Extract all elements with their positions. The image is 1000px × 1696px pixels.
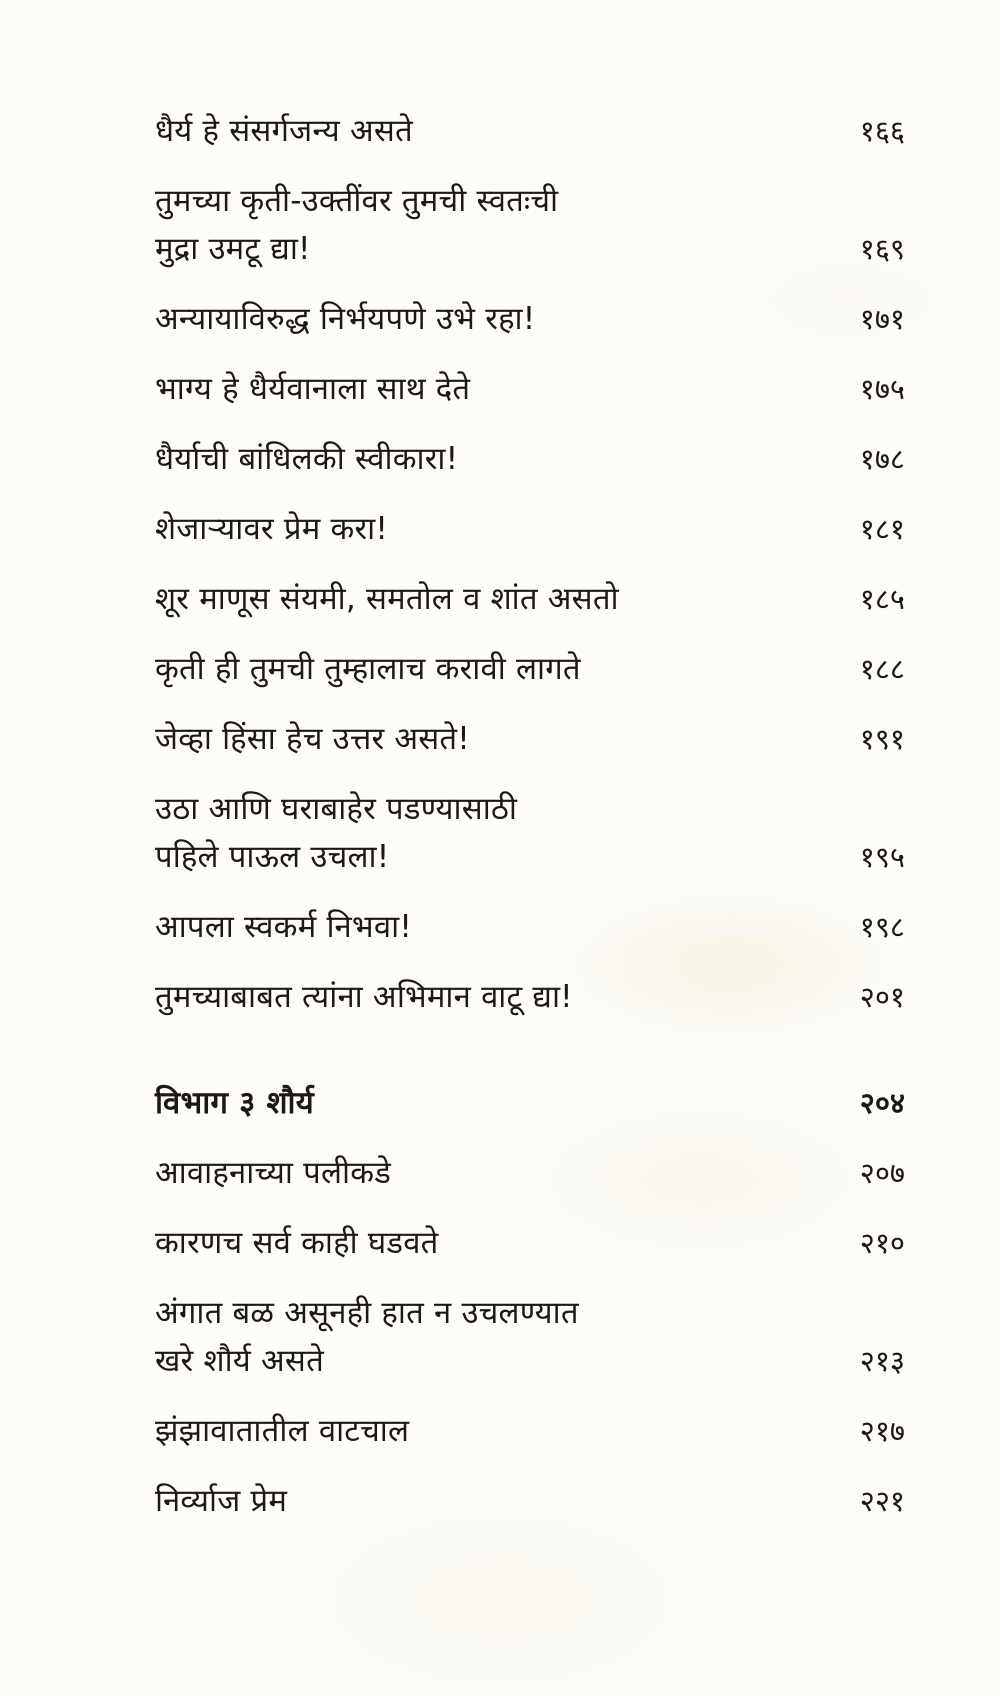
toc-entry [155, 505, 905, 553]
toc-entry-title-line: भाग्य हे धैर्यवानाला साथ देते [155, 371, 471, 407]
toc-entry [155, 107, 905, 155]
toc-entry-title-line: जेव्हा हिंसा हेच उत्तर असते! [155, 721, 470, 757]
toc-entry-title-line: आपला स्वकर्म निभवा! [155, 909, 413, 945]
toc-entry [155, 1289, 905, 1385]
toc-entry [155, 177, 905, 273]
toc-entry-page-number: २०४ [859, 1086, 905, 1120]
toc-entry-title-line: आवाहनाच्या पलीकडे [155, 1155, 392, 1191]
toc-entry-page-number: १६९ [859, 232, 905, 266]
toc-entry [155, 645, 905, 693]
toc-entry-title-line: शूर माणूस संयमी, समतोल व शांत असतो [155, 581, 619, 617]
toc-entry [155, 435, 905, 483]
toc-entry-title-line: कृती ही तुमची तुम्हालाच करावी लागते [155, 651, 581, 687]
toc-entry-title-line: तुमच्या कृती-उक्तींवर तुमची स्वतःची [155, 183, 559, 219]
toc-entry-page-number: १७१ [859, 302, 905, 336]
toc-entry-page-number: २२१ [859, 1484, 905, 1518]
toc-entry-title [155, 575, 619, 623]
toc-entry-title-line: तुमच्याबाबत त्यांना अभिमान वाटू द्या! [155, 979, 573, 1015]
toc-entry-title-line: मुद्रा उमटू द्या! [155, 231, 311, 267]
toc-entry-title [155, 177, 558, 273]
toc-entry-title [155, 435, 458, 483]
toc-entry-title [155, 785, 517, 881]
toc-entry-title-line: अन्यायाविरुद्ध निर्भयपणे उभे रहा! [155, 301, 536, 337]
toc-entry-title [155, 973, 573, 1021]
toc-entry [155, 1477, 905, 1525]
toc-entry-title-line: धैर्य हे संसर्गजन्य असते [155, 113, 413, 149]
toc-entry-page-number: २१७ [859, 1414, 905, 1448]
toc-section-header [155, 1079, 905, 1127]
toc-entry-page-number: १९८ [859, 910, 905, 944]
toc-entry [155, 575, 905, 623]
toc-entry-page-number: १९१ [859, 722, 905, 756]
toc-entry [155, 785, 905, 881]
toc-entry-title [155, 1149, 391, 1197]
toc-entry-title [155, 1289, 579, 1385]
toc-entry-title [155, 295, 535, 343]
toc-entry [155, 295, 905, 343]
toc-entry-title-line: विभाग ३ शौर्य [155, 1085, 314, 1121]
toc-entry-page-number: १७५ [859, 372, 905, 406]
toc-entry-title-line: खरे शौर्य असते [155, 1343, 324, 1379]
toc-entry-page-number: २०७ [859, 1156, 905, 1190]
toc-entry-title [155, 107, 413, 155]
toc-entry-title-line: झंझावातातील वाटचाल [155, 1413, 410, 1449]
toc-entry-title [155, 715, 470, 763]
toc-entry-page-number: १६६ [859, 114, 905, 148]
toc-entry-title [155, 365, 470, 413]
toc-entry-title [155, 1219, 439, 1267]
toc-entry-title-line: कारणच सर्व काही घडवते [155, 1225, 439, 1261]
toc-entry [155, 1407, 905, 1455]
toc-entry-title-line: पहिले पाऊल उचला! [155, 839, 390, 875]
toc-entry-page-number: २१० [859, 1226, 905, 1260]
toc-entry-page-number: १८५ [859, 582, 905, 616]
toc-entry-title-line: उठा आणि घराबाहेर पडण्यासाठी [155, 791, 518, 827]
toc-entry-page-number: १७८ [859, 442, 905, 476]
toc-entry [155, 973, 905, 1021]
toc-entry-title [155, 1407, 409, 1455]
toc-entry-title-line: धैर्याची बांधिलकी स्वीकारा! [155, 441, 459, 477]
toc-entry-title-line: निर्व्याज प्रेम [155, 1483, 288, 1519]
toc-entry-title [155, 1079, 314, 1127]
toc-entry-title [155, 645, 581, 693]
toc-entry [155, 715, 905, 763]
toc-entry-title-line: शेजाऱ्यावर प्रेम करा! [155, 511, 389, 547]
toc-entry-page-number: २१३ [859, 1344, 905, 1378]
toc-entry-page-number: १८८ [859, 652, 905, 686]
toc-entry [155, 1149, 905, 1197]
toc-entry-page-number: १९५ [859, 840, 905, 874]
toc-entry-title [155, 1477, 287, 1525]
toc-entry [155, 1219, 905, 1267]
toc-entry-page-number: २०१ [859, 980, 905, 1014]
toc-entry-title [155, 903, 412, 951]
toc-entry [155, 903, 905, 951]
toc-entry-title-line: अंगात बळ असूनही हात न उचलण्यात [155, 1295, 579, 1331]
toc-entry-title [155, 505, 388, 553]
toc-entry [155, 365, 905, 413]
table-of-contents [155, 107, 905, 1547]
toc-entry-page-number: १८१ [859, 512, 905, 546]
